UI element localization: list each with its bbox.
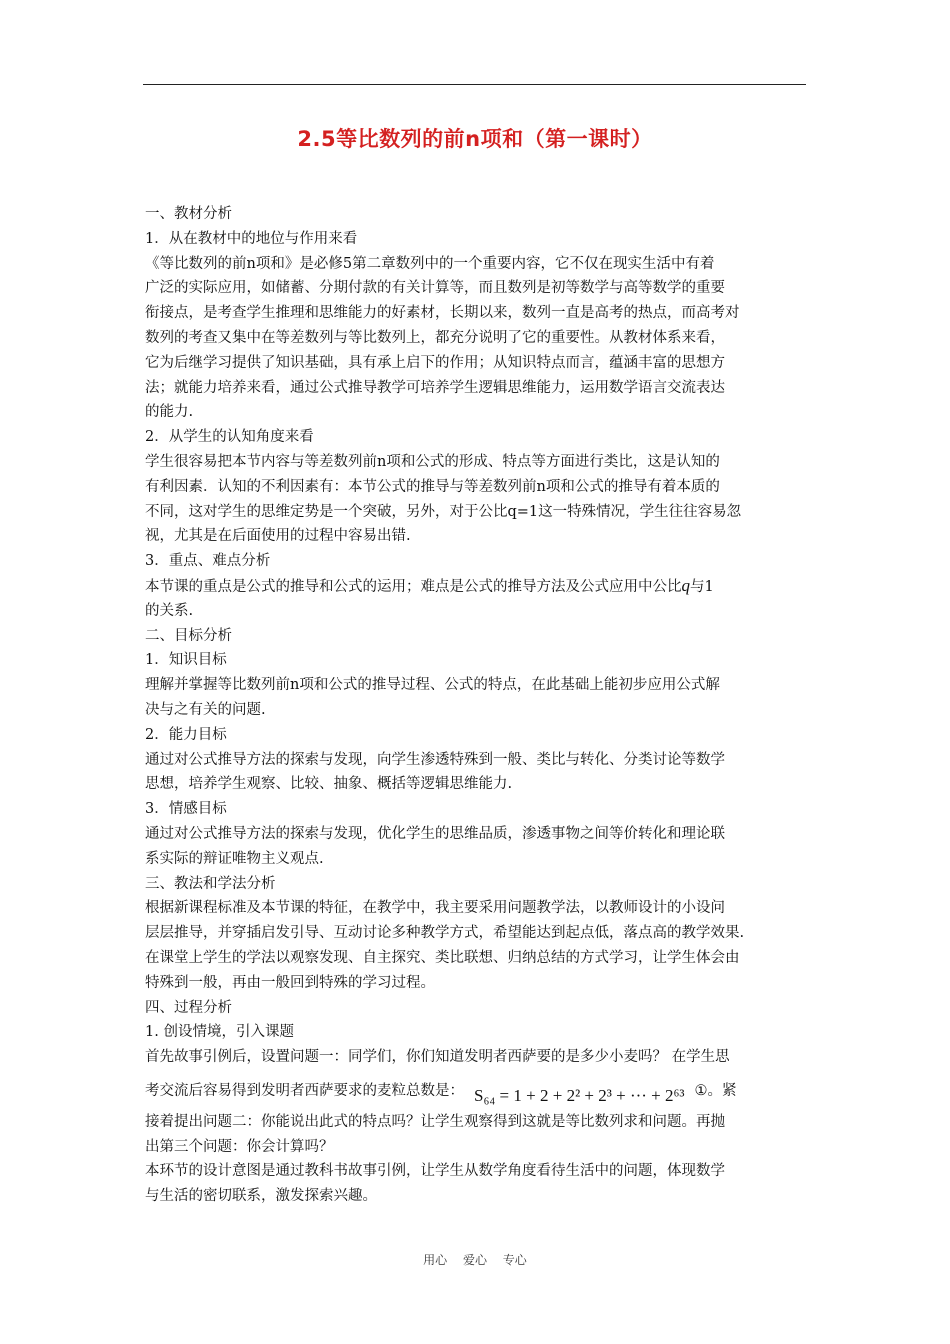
text-line: 法；就能力培养来看，通过公式推导教学可培养学生逻辑思维能力，运用数学语言交流表达	[145, 379, 725, 396]
text-line: 在课堂上学生的学法以观察发现、自主探究、类比联想、归纳总结的方式学习，让学生体会由	[145, 949, 740, 966]
text-line: 三、教法和学法分析	[145, 875, 276, 892]
document-body	[145, 202, 807, 1209]
text-line: 一、教材分析	[145, 206, 232, 222]
text-line: 层层推导，并穿插启发引导、互动讨论多种教学方式，希望能达到起点低，落点高的教学效果.	[145, 925, 745, 942]
body-block-3	[145, 1110, 807, 1209]
text-line: 数列的考查又集中在等差数列与等比数列上，都充分说明了它的重要性。从教材体系来看，	[145, 329, 725, 346]
text-line: 《等比数列的前n项和》是必修5第二章数列中的一个重要内容，它不仅在现实生活中有着	[145, 255, 715, 272]
q-symbol: q	[681, 575, 690, 595]
text-line: 二、目标分析	[145, 627, 232, 644]
text-line: 的关系.	[145, 602, 194, 619]
body-block-2	[145, 599, 807, 1070]
key-points-tail: 与1	[690, 578, 714, 595]
text-line: 2．从学生的认知角度来看	[145, 429, 314, 446]
text-line: 不同，这对学生的思维定势是一个突破，另外，对于公比q=1这一特殊情况，学生往往容易忽	[145, 503, 742, 520]
page-footer: 用心 爱心 专心	[423, 1253, 527, 1267]
text-line: 出第三个问题：你会计算吗？	[145, 1138, 334, 1155]
text-line: 根据新课程标准及本节课的特征，在教学中，我主要采用问题教学法，以教师设计的小设问	[145, 900, 725, 917]
text-line: 3．情感目标	[145, 801, 227, 818]
text-line: 通过对公式推导方法的探索与发现，向学生渗透特殊到一般、类比与转化、分类讨论等数学	[145, 751, 725, 768]
text-line: 1．知识目标	[145, 652, 227, 669]
formula-tail: ①。紧	[694, 1082, 737, 1099]
text-line: 有利因素．认知的不利因素有：本节公式的推导与等差数列前n项和公式的推导有着本质的	[145, 478, 720, 495]
text-line: 2．能力目标	[145, 726, 227, 743]
body-block-1	[145, 202, 807, 574]
text-line: 与生活的密切联系，激发探索兴趣。	[145, 1188, 377, 1205]
text-line: 决与之有关的问题.	[145, 701, 266, 718]
text-line: 系实际的辩证唯物主义观点.	[145, 850, 324, 867]
formula-intro: 考交流后容易得到发明者西萨要求的麦粒总数是：	[145, 1082, 464, 1099]
text-line: 理解并掌握等比数列前n项和公式的推导过程、公式的特点，在此基础上能初步应用公式解	[145, 677, 720, 694]
text-line: 四、过程分析	[145, 999, 232, 1016]
text-line: 通过对公式推导方法的探索与发现，优化学生的思维品质，渗透事物之间等价转化和理论联	[145, 825, 725, 842]
text-line: 学生很容易把本节内容与等差数列前n项和公式的形成、特点等方面进行类比，这是认知的	[145, 453, 720, 470]
text-line: 特殊到一般，再由一般回到特殊的学习过程。	[145, 974, 435, 991]
text-line: 它为后继学习提供了知识基础，具有承上启下的作用；从知识特点而言，蕴涵丰富的思想方	[145, 354, 725, 371]
header-rule	[143, 84, 806, 85]
text-line: 接着提出问题二：你能说出此式的特点吗？让学生观察得到这就是等比数列求和问题。再抛	[145, 1113, 725, 1130]
key-points-line	[145, 574, 807, 599]
document-title: 2.5等比数列的前n项和（第一课时）	[297, 127, 653, 151]
text-line: 1. 创设情境，引入课题	[145, 1024, 294, 1041]
key-points-text: 本节课的重点是公式的推导和公式的运用；难点是公式的推导方法及公式应用中公比	[145, 578, 682, 595]
formula-line	[145, 1070, 807, 1110]
text-line: 1．从在教材中的地位与作用来看	[145, 230, 358, 247]
sum-formula: S₆₄ = 1 + 2 + 2² + 2³ + ··· + 2⁶³	[474, 1085, 685, 1105]
text-line: 思想，培养学生观察、比较、抽象、概括等逻辑思维能力.	[145, 776, 513, 793]
text-line: 本环节的设计意图是通过教科书故事引例，让学生从数学角度看待生活中的问题，体现数学	[145, 1163, 725, 1180]
text-line: 视，尤其是在后面使用的过程中容易出错.	[145, 528, 411, 545]
text-line: 广泛的实际应用，如储蓄、分期付款的有关计算等，而且数列是初等数学与高等数学的重要	[145, 280, 725, 297]
text-line: 首先故事引例后，设置问题一：同学们，你们知道发明者西萨要的是多少小麦吗？ 在学生思	[145, 1049, 730, 1066]
text-line: 3．重点、难点分析	[145, 553, 271, 570]
text-line: 的能力.	[145, 404, 194, 421]
text-line: 衔接点，是考查学生推理和思维能力的好素材，长期以来，数列一直是高考的热点，而高考对	[145, 305, 740, 322]
